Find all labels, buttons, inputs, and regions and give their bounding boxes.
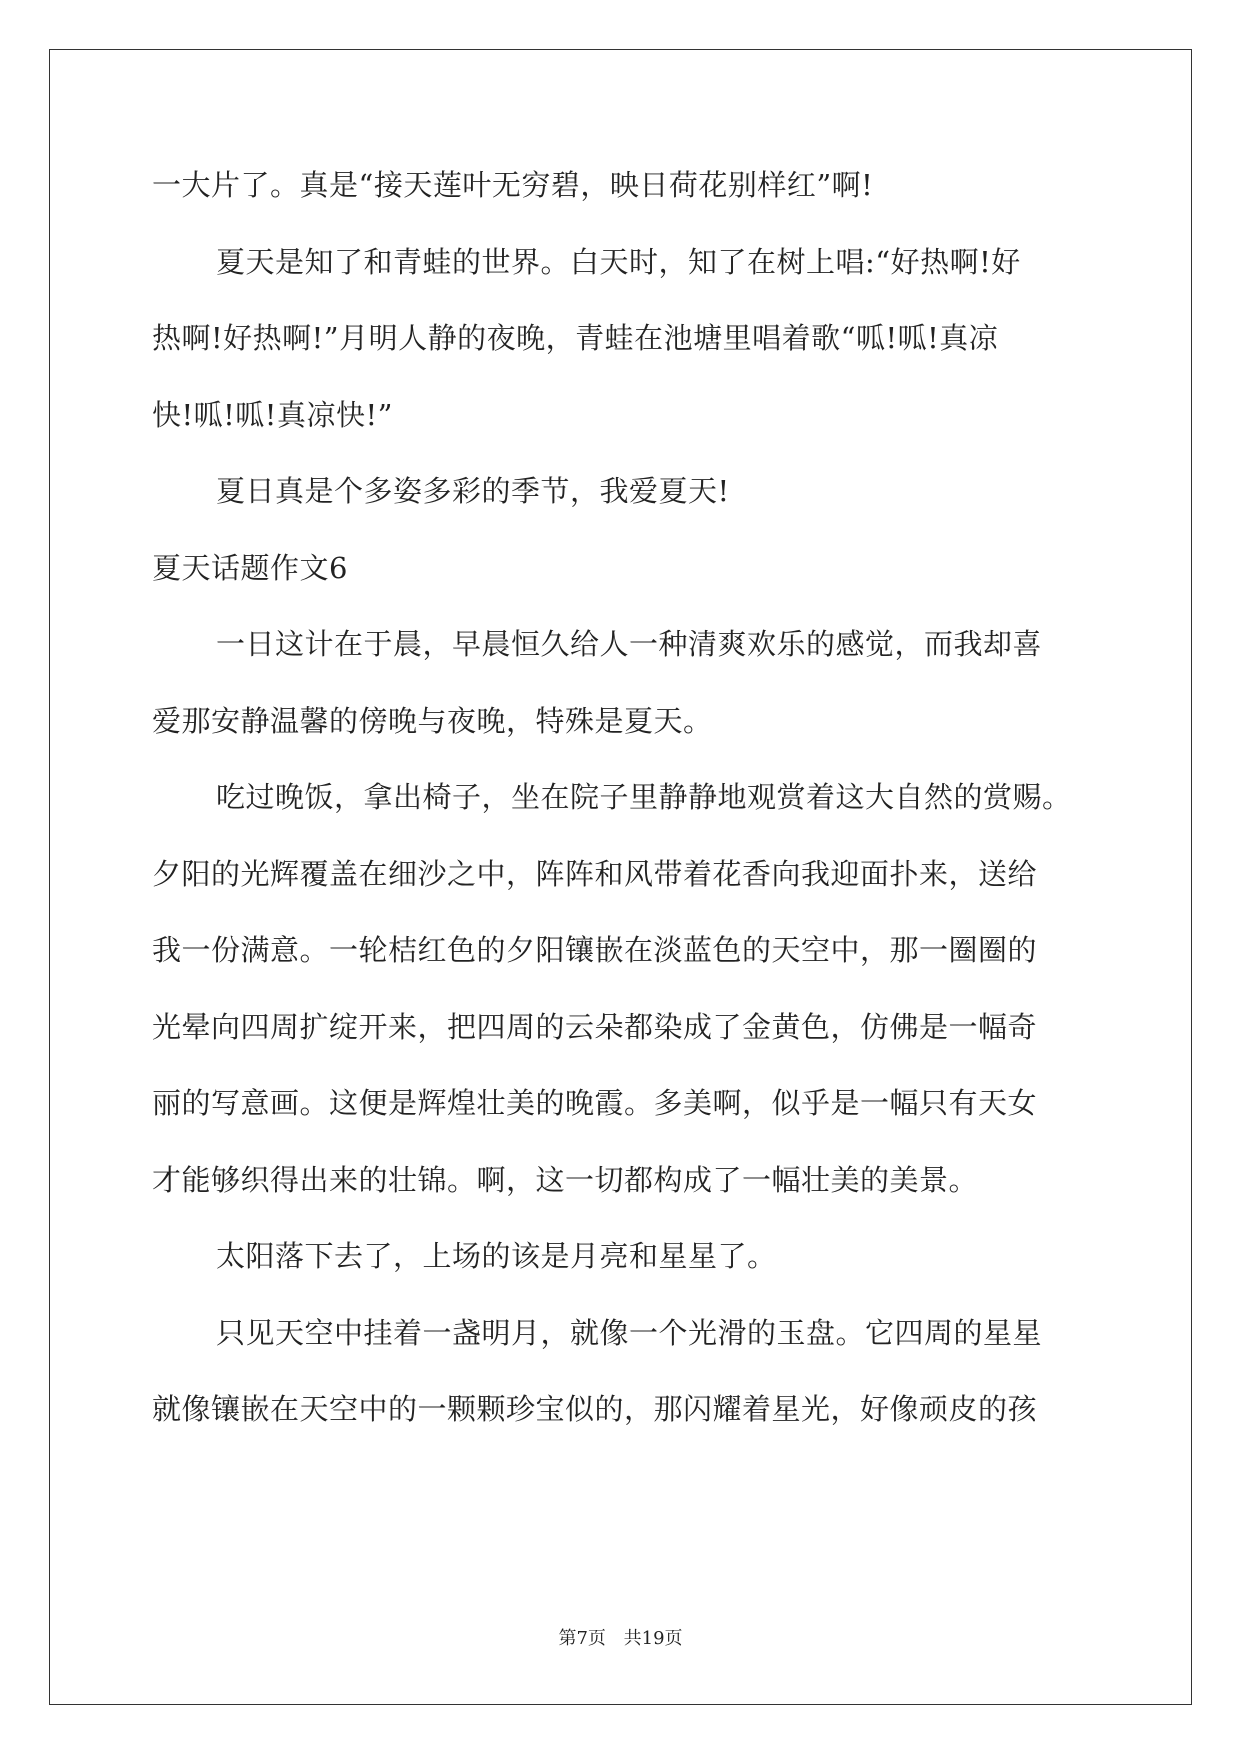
text-line: 一日这计在于晨，早晨恒久给人一种清爽欢乐的感觉，而我却喜 <box>216 627 1043 661</box>
text-line: 才能够织得出来的壮锦。啊，这一切都构成了一幅壮美的美景。 <box>152 1163 979 1197</box>
text-line: 热啊!好热啊!”月明人静的夜晚，青蛙在池塘里唱着歌“呱!呱!真凉 <box>152 321 999 355</box>
text-line: 我一份满意。一轮桔红色的夕阳镶嵌在淡蓝色的天空中，那一圈圈的 <box>152 933 1038 967</box>
text-line: 夏天是知了和青蛙的世界。白天时，知了在树上唱:“好热啊!好 <box>216 245 1021 279</box>
text-line: 光晕向四周扩绽开来，把四周的云朵都染成了金黄色，仿佛是一幅奇 <box>152 1010 1038 1044</box>
text-line: 太阳落下去了，上场的该是月亮和星星了。 <box>216 1239 777 1273</box>
text-line: 丽的写意画。这便是辉煌壮美的晚霞。多美啊，似乎是一幅只有天女 <box>152 1086 1038 1120</box>
text-line: 一大片了。真是“接天莲叶无穷碧，映日荷花别样红”啊! <box>152 168 874 202</box>
page-footer <box>0 1627 1241 1651</box>
text-line: 爱那安静温馨的傍晚与夜晚，特殊是夏天。 <box>152 704 713 738</box>
total-pages-label: 共19页 <box>623 1628 683 1649</box>
text-line: 只见天空中挂着一盏明月，就像一个光滑的玉盘。它四周的星星 <box>216 1316 1043 1350</box>
section-heading: 夏天话题作文6 <box>152 551 348 585</box>
text-line: 就像镶嵌在天空中的一颗颗珍宝似的，那闪耀着星光，好像顽皮的孩 <box>152 1392 1038 1426</box>
text-line: 夕阳的光辉覆盖在细沙之中，阵阵和风带着花香向我迎面扑来，送给 <box>152 857 1038 891</box>
text-line: 夏日真是个多姿多彩的季节，我爱夏天! <box>216 474 730 508</box>
current-page-label: 第7页 <box>558 1628 606 1649</box>
text-line: 快!呱!呱!真凉快!” <box>152 398 393 432</box>
text-line: 吃过晚饭，拿出椅子，坐在院子里静静地观赏着这大自然的赏赐。 <box>216 780 1072 814</box>
